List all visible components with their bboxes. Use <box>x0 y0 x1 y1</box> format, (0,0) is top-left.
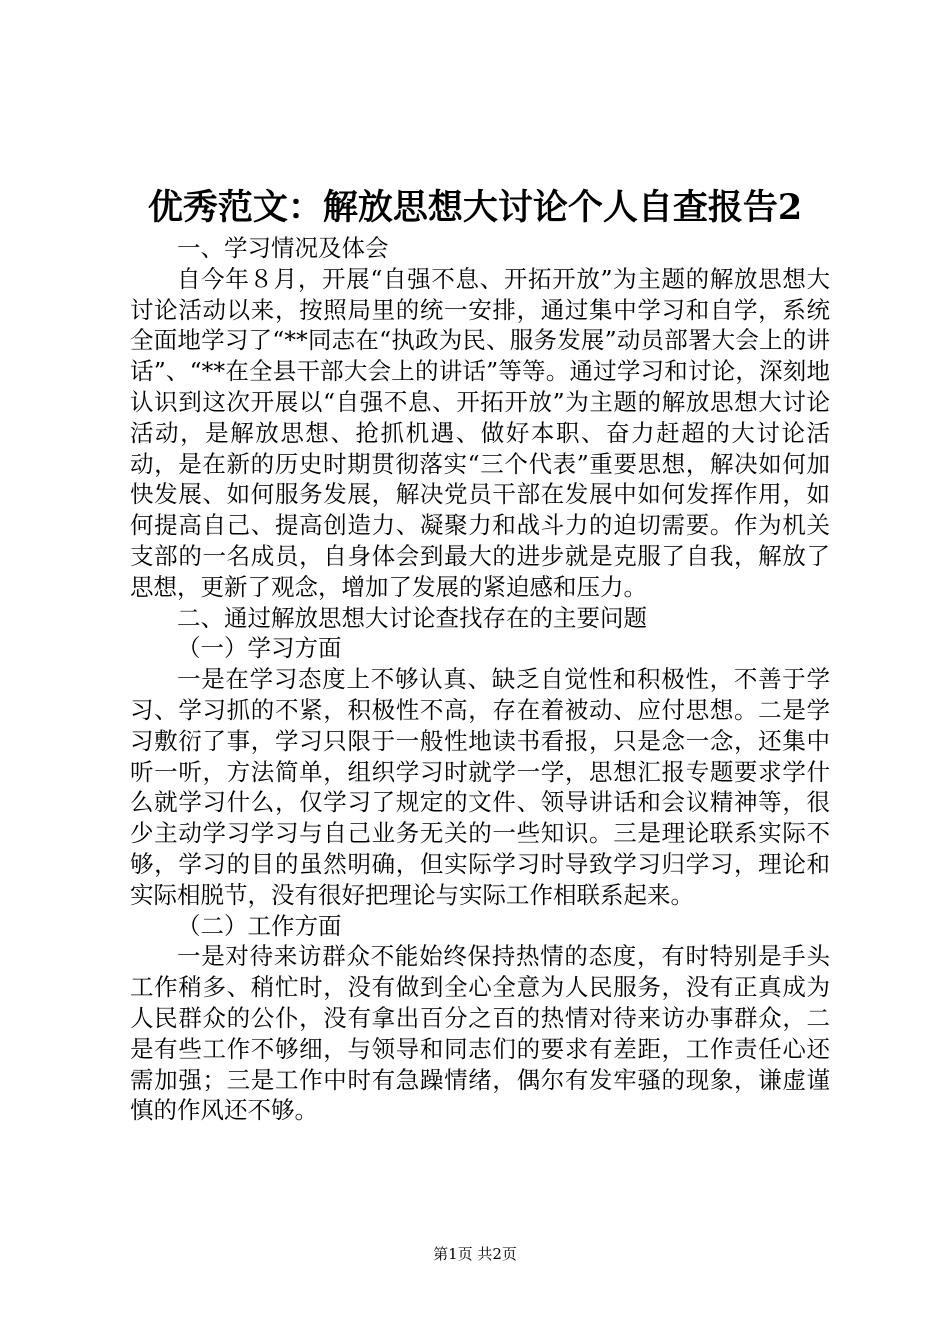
paragraph-study-experience: 自今年８月，开展“自强不息、开拓开放”为主题的解放思想大讨论活动以来，按照局里的统一安排，通过集中学习和自学，系统全面地学习了“**同志在“执政为民、服务发展”动员部署大会上的讲话”、“**在全县干部大会上的讲话”等等。通过学习和讨论，深刻地认识到这次开展以“自强不息、开拓开放”为主题的解放思想大讨论活动，是解放思想、抢抓机遇、做好本职、奋力赶超的大讨论活动，是在新的历史时期贯彻落实“三个代表”重要思想，解决如何加快发展、如何服务发展，解决党员干部在发展中如何发挥作用，如何提高自己、提高创造力、凝聚力和战斗力的迫切需要。作为机关支部的一名成员，自身体会到最大的进步就是克服了自我，解放了思想，更新了观念，增加了发展的紧迫感和压力。 <box>130 264 830 601</box>
document-title: 优秀范文：解放思想大讨论个人自查报告2 <box>147 187 803 228</box>
subsection-heading-study: （一）学习方面 <box>177 634 342 663</box>
section-heading-2: 二、通过解放思想大讨论查找存在的主要问题 <box>177 603 647 632</box>
subsection-heading-work: （二）工作方面 <box>177 911 342 940</box>
page-number-footer: 第1页 共2页 <box>433 1245 517 1263</box>
document-body <box>130 233 830 1126</box>
section-heading-1: 一、学习情况及体会 <box>177 234 389 262</box>
paragraph-work-issues: 一是对待来访群众不能始终保持热情的态度，有时特别是手头工作稍多、稍忙时，没有做到全心全意为人民服务，没有正真成为人民群众的公仆，没有拿出百分之百的热情对待来访办事群众，二是有些工作不够细，与领导和同志们的要求有差距，工作责任心还需加强；三是工作中时有急躁情绪，偶尔有发牢骚的现象，谦虚谨慎的作风还不够。 <box>130 942 830 1125</box>
paragraph-study-issues: 一是在学习态度上不够认真、缺乏自觉性和积极性，不善于学习、学习抓的不紧，积极性不高，存在着被动、应付思想。二是学习敷衍了事，学习只限于一般性地读书看报，只是念一念，还集中听一听，方法简单，组织学习时就学一学，思想汇报专题要求学什么就学习什么，仅学习了规定的文件、领导讲话和会议精神等，很少主动学习学习与自己业务无关的一些知识。三是理论联系实际不够，学习的目的虽然明确，但实际学习时导致学习归学习，理论和实际相脱节，没有很好把理论与实际工作相联系起来。 <box>130 665 830 909</box>
